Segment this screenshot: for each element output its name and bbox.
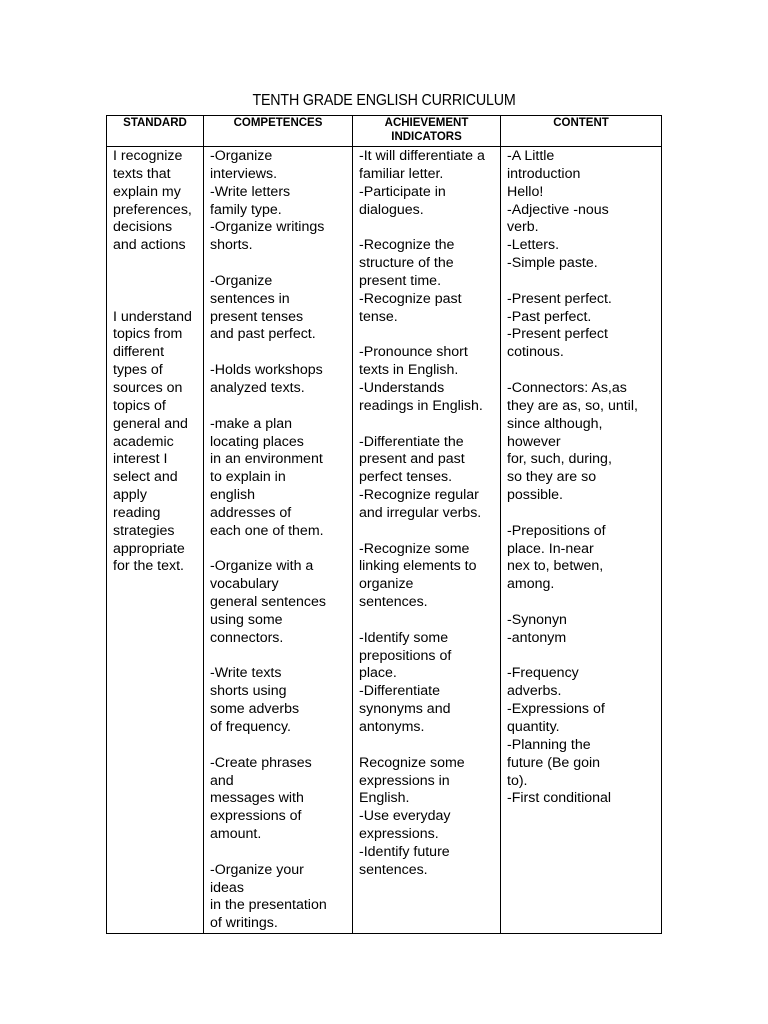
cell-line: expressions in (359, 772, 450, 789)
cell-line: addresses of (210, 504, 292, 521)
cell-line: general and (113, 415, 188, 432)
cell-line: familiar letter. (359, 165, 444, 182)
cell-line: interviews. (210, 165, 278, 182)
cell-line: -Recognize some (359, 540, 470, 557)
cell-line: -Planning the (507, 736, 591, 753)
cell-line: readings in English. (359, 397, 483, 414)
document-title: TENTH GRADE ENGLISH CURRICULUM (252, 92, 516, 109)
cell-line: family type. (210, 201, 282, 218)
cell-line: analyzed texts. (210, 379, 305, 396)
cell-line: amount. (210, 826, 262, 843)
cell-line: cotinous. (507, 344, 564, 361)
cell-line: of writings. (210, 915, 278, 932)
cell-line: -It will differentiate a (359, 148, 485, 164)
cell-line: I understand (113, 308, 192, 325)
header-competences: COMPETENCES (204, 116, 353, 147)
cell-line: sources on (113, 379, 183, 396)
cell-line: and (210, 772, 234, 789)
cell-line (359, 326, 500, 344)
cell-line: vocabulary (210, 576, 279, 593)
cell-line: -Differentiate the (359, 433, 464, 450)
cell-line: -Frequency (507, 665, 579, 682)
cell-line: and actions (113, 237, 186, 254)
cell-line: -First conditional (507, 790, 612, 807)
cell-line: place. In-near (507, 540, 594, 557)
cell-line (210, 344, 352, 362)
cell-line: select and (113, 469, 178, 486)
cell-line: topics from (113, 326, 183, 343)
cell-line: -Differentiate (359, 683, 440, 700)
cell-line: nex to, betwen, (507, 558, 604, 575)
cell-line: -Organize (210, 148, 273, 164)
cell-line: for, such, during, (507, 451, 612, 468)
cell-line: using some (210, 611, 283, 628)
cell-line: to explain in (210, 469, 286, 486)
cell-line: -Use everyday (359, 808, 451, 825)
cell-line: texts in English. (359, 362, 459, 379)
cell-line: general sentences (210, 594, 326, 611)
cell-line: apply (113, 487, 147, 504)
cell-line: dialogues. (359, 201, 424, 218)
cell-line: English. (359, 790, 410, 807)
cell-line: -Pronounce short (359, 344, 468, 361)
header-standard: STANDARD (107, 116, 204, 147)
cell-line (113, 291, 203, 309)
cell-line: types of (113, 362, 163, 379)
cell-line: locating places (210, 433, 304, 450)
cell-line: linking elements to (359, 558, 477, 575)
cell-line: preferences, (113, 201, 192, 218)
cell-line: adverbs. (507, 683, 562, 700)
cell-line (210, 398, 352, 416)
cell-line: decisions (113, 219, 173, 236)
table-header-row (107, 116, 662, 147)
cell-line: -Recognize past (359, 290, 462, 307)
cell-line (507, 362, 661, 380)
cell-line: structure of the (359, 255, 454, 272)
cell-line: -Synonyn (507, 611, 567, 628)
cell-line: however (507, 433, 561, 450)
cell-line (507, 505, 661, 523)
cell-line: -Present perfect. (507, 290, 612, 307)
cell-line: in an environment (210, 451, 323, 468)
cell-line: possible. (507, 487, 563, 504)
cell-line: -Expressions of (507, 701, 605, 718)
cell-line (507, 648, 661, 666)
table-row (107, 147, 662, 934)
cell-line: -Write letters (210, 183, 291, 200)
cell-line: they are as, so, until, (507, 397, 638, 414)
cell-line (507, 273, 661, 291)
cell-line: -Letters. (507, 237, 560, 254)
cell-line: expressions of (210, 808, 302, 825)
curriculum-table (106, 115, 662, 934)
cell-line: -Past perfect. (507, 308, 592, 325)
cell-line: appropriate (113, 540, 185, 557)
cell-line: so they are so (507, 469, 597, 486)
cell-line: present tenses (210, 308, 304, 325)
header-achievement-indicators: ACHIEVEMENT INDICATORS (353, 116, 501, 147)
cell-line: -Organize your (210, 861, 304, 878)
cell-line: present time. (359, 272, 442, 289)
cell-line (210, 255, 352, 273)
cell-line: place. (359, 665, 397, 682)
cell-line (359, 219, 500, 237)
indicators-cell (353, 147, 501, 934)
cell-line: -A Little (507, 148, 555, 164)
cell-line: and past perfect. (210, 326, 316, 343)
cell-line: perfect tenses. (359, 469, 453, 486)
cell-line: Hello! (507, 183, 544, 200)
cell-line: to). (507, 772, 528, 789)
cell-line: english (210, 487, 255, 504)
cell-line: shorts. (210, 237, 253, 254)
cell-line: strategies (113, 522, 175, 539)
cell-line: texts that (113, 165, 171, 182)
cell-line: -Organize with a (210, 558, 314, 575)
standard-cell (107, 147, 204, 934)
cell-line: -Organize (210, 272, 273, 289)
cell-line (113, 255, 203, 273)
cell-line: -Understands (359, 379, 445, 396)
cell-line: -Connectors: As,as (507, 379, 627, 396)
cell-line: -Recognize the (359, 237, 455, 254)
cell-line: Recognize some (359, 754, 465, 771)
cell-line: interest I (113, 451, 168, 468)
cell-line: future (Be goin (507, 754, 601, 771)
cell-line: explain my (113, 183, 181, 200)
cell-line: -antonym (507, 629, 567, 646)
cell-line: -Present perfect (507, 326, 608, 343)
cell-line: academic (113, 433, 174, 450)
cell-line: -Create phrases (210, 754, 312, 771)
cell-line: introduction (507, 165, 581, 182)
cell-line: and irregular verbs. (359, 504, 482, 521)
cell-line: -Organize writings (210, 219, 325, 236)
cell-line: among. (507, 576, 555, 593)
cell-line: in the presentation (210, 897, 327, 914)
cell-line (210, 737, 352, 755)
cell-line: -make a plan (210, 415, 293, 432)
cell-line: each one of them. (210, 522, 324, 539)
competences-cell (204, 147, 353, 934)
cell-line: synonyms and (359, 701, 451, 718)
cell-line: expressions. (359, 826, 439, 843)
cell-line: for the text. (113, 558, 184, 575)
cell-line (210, 844, 352, 862)
cell-line (359, 612, 500, 630)
cell-line: prepositions of (359, 647, 452, 664)
cell-line: present and past (359, 451, 465, 468)
cell-line: connectors. (210, 629, 284, 646)
cell-line: -Write texts (210, 665, 282, 682)
cell-line: -Participate in (359, 183, 446, 200)
header-content: CONTENT (501, 116, 662, 147)
cell-line: tense. (359, 308, 398, 325)
cell-line: topics of (113, 397, 166, 414)
content-cell (501, 147, 662, 934)
cell-line: organize (359, 576, 414, 593)
cell-line: -Adjective -nous (507, 201, 609, 218)
cell-line: -Holds workshops (210, 362, 323, 379)
cell-line: verb. (507, 219, 539, 236)
cell-line: antonyms. (359, 719, 425, 735)
cell-line: ideas (210, 879, 244, 896)
cell-line: -Identify future (359, 843, 450, 860)
cell-line (113, 273, 203, 291)
cell-line: -Recognize regular (359, 487, 479, 504)
cell-line: reading (113, 504, 161, 521)
cell-line (210, 648, 352, 666)
cell-line: of frequency. (210, 719, 291, 735)
cell-line (359, 737, 500, 755)
cell-line: -Simple paste. (507, 255, 598, 272)
cell-line: since although, (507, 415, 603, 432)
cell-line: -Prepositions of (507, 522, 606, 539)
cell-line (359, 416, 500, 434)
cell-line (507, 594, 661, 612)
cell-line: some adverbs (210, 701, 300, 718)
cell-line (210, 541, 352, 559)
cell-line: sentences. (359, 861, 428, 878)
cell-line: different (113, 344, 165, 361)
cell-line (359, 523, 500, 541)
cell-line: sentences. (359, 594, 428, 611)
cell-line: -Identify some (359, 629, 449, 646)
cell-line: sentences in (210, 290, 290, 307)
cell-line: messages with (210, 790, 304, 807)
cell-line: quantity. (507, 719, 560, 735)
cell-line: I recognize (113, 148, 183, 164)
cell-line: shorts using (210, 683, 287, 700)
